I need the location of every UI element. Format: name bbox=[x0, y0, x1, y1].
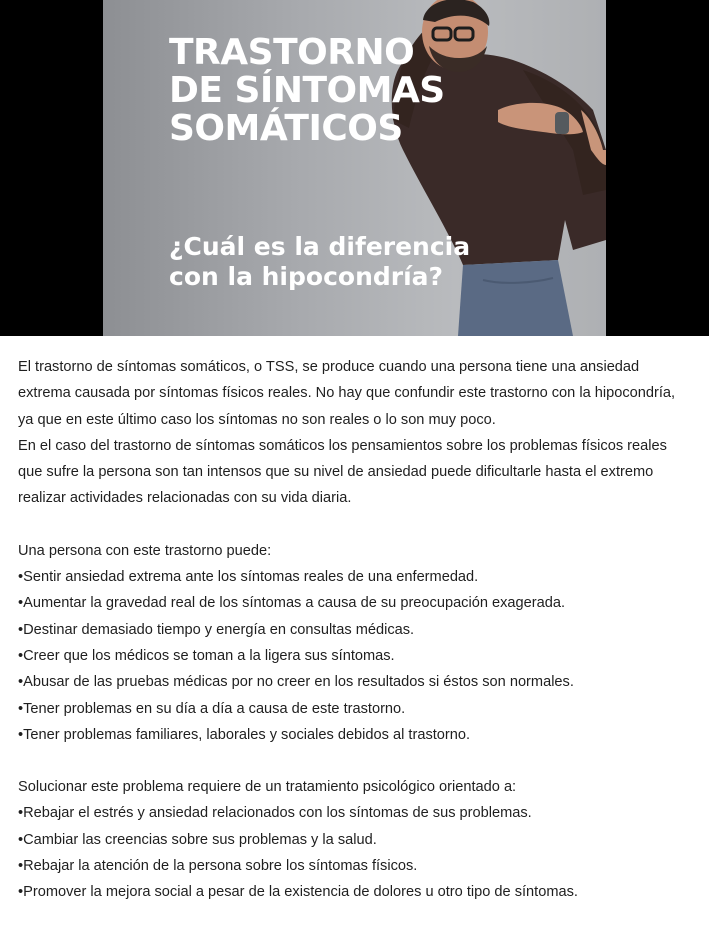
paragraph-gap bbox=[18, 512, 691, 538]
treatment-heading: Solucionar este problema requiere de un tratamiento psicológico orientado a: bbox=[18, 779, 517, 796]
hero-title: TRASTORNO DE SÍNTOMAS SOMÁTICOS bbox=[169, 32, 445, 149]
list-item: • Rebajar la atención de la persona sobre los síntomas físicos. bbox=[18, 853, 691, 879]
hero-subtitle: ¿Cuál es la diferencia con la hipocondría? bbox=[169, 232, 471, 291]
list-item: • Destinar demasiado tiempo y energía en consultas médicas. bbox=[18, 617, 691, 643]
list-item: • Abusar de las pruebas médicas por no creer en los resultados si éstos son normales. bbox=[18, 669, 691, 695]
list-item: • Promover la mejora social a pesar de la existencia de dolores u otro tipo de síntomas. bbox=[18, 879, 691, 905]
intro-paragraph: En el caso del trastorno de síntomas somáticos los pensamientos sobre los problemas físicos reales que sufre la persona son tan intensos que su nivel de ansiedad puede dificultarle hasta el extremo realizar actividades relacionadas con su vida diaria. bbox=[18, 437, 667, 507]
symptoms-heading: Una persona con este trastorno puede: bbox=[18, 542, 272, 559]
hero-image bbox=[103, 0, 606, 336]
list-item: • Aumentar la gravedad real de los síntomas a causa de su preocupación exagerada. bbox=[18, 590, 691, 616]
article-body bbox=[0, 336, 709, 906]
paragraph-gap bbox=[18, 748, 691, 774]
treatment-list bbox=[18, 800, 691, 905]
list-item: • Tener problemas familiares, laborales y sociales debidos al trastorno. bbox=[18, 722, 691, 748]
list-item: • Cambiar las creencias sobre sus problemas y la salud. bbox=[18, 827, 691, 853]
symptoms-list bbox=[18, 564, 691, 748]
list-item: • Rebajar el estrés y ansiedad relacionados con los síntomas de sus problemas. bbox=[18, 800, 691, 826]
hero-banner bbox=[0, 0, 709, 336]
list-item: • Tener problemas en su día a día a causa de este trastorno. bbox=[18, 696, 691, 722]
list-item: • Sentir ansiedad extrema ante los síntomas reales de una enfermedad. bbox=[18, 564, 691, 590]
intro-paragraph: El trastorno de síntomas somáticos, o TSS, se produce cuando una persona tiene una ansiedad extrema causada por síntomas físicos reales. No hay que confundir este trastorno con la hipocondría, ya que en este último caso los síntomas no son reales o lo son muy poco. bbox=[18, 359, 676, 428]
list-item: • Creer que los médicos se toman a la ligera sus síntomas. bbox=[18, 643, 691, 669]
